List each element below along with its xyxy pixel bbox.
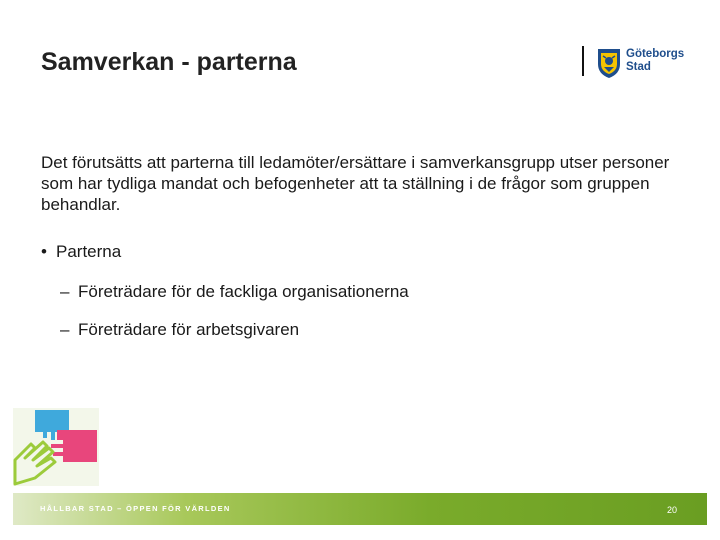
- sub-bullet-item: [60, 282, 409, 302]
- colorful-hands-icon: [13, 408, 99, 486]
- bullet-text: Parterna: [56, 242, 122, 261]
- goteborgs-stad-logo: [595, 47, 695, 79]
- sub-bullet-text: Företrädare för arbetsgivaren: [78, 320, 300, 339]
- bullet-item: [41, 242, 121, 262]
- logo-divider: [582, 46, 584, 76]
- body-paragraph: Det förutsätts att parterna till ledamöter/ersättare i samverkansgrupp utser personer som har tydliga mandat och befogenheter att ta ställning i de frågor som gruppen behandlar.: [41, 153, 670, 214]
- bullet-marker: •: [41, 242, 47, 261]
- footer-tagline: HÅLLBAR STAD – ÖPPEN FÖR VÄRLDEN: [40, 504, 231, 513]
- sub-bullet-marker: –: [60, 282, 70, 301]
- goteborgs-stad-lion-crest-icon: [595, 47, 623, 79]
- footer-bar: [13, 493, 707, 525]
- slide-title: Samverkan - parterna: [41, 48, 297, 76]
- sub-bullet-text: Företrädare för de fackliga organisationerna: [78, 282, 409, 301]
- sub-bullet-item: [60, 320, 299, 340]
- page-number: 20: [666, 505, 677, 515]
- logo-line-2: Stad: [626, 61, 651, 73]
- logo-line-1: Göteborgs: [626, 48, 685, 60]
- logo-text: [626, 48, 684, 74]
- sub-bullet-marker: –: [60, 320, 70, 339]
